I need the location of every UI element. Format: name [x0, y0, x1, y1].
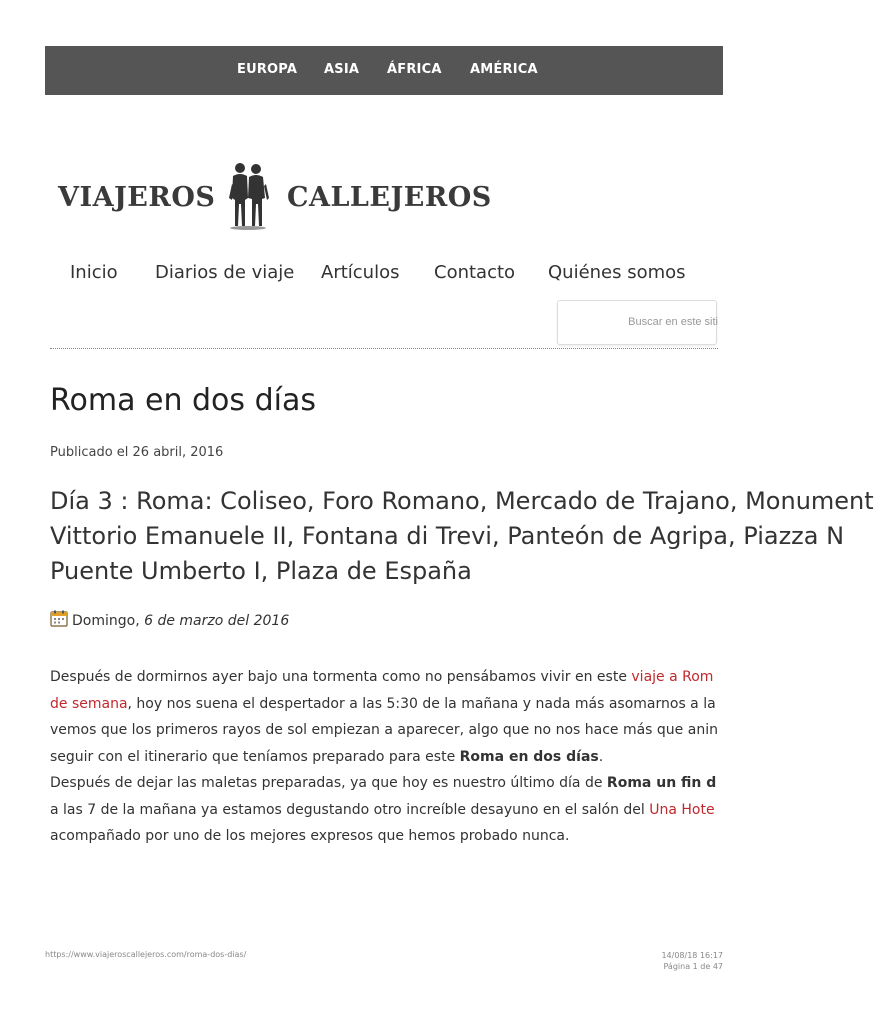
- published-date: Publicado el 26 abril, 2016: [50, 445, 224, 460]
- top-navigation-bar: [45, 46, 723, 95]
- link-fin-de-semana[interactable]: de semana: [50, 695, 128, 712]
- post-title: Roma en dos días: [50, 383, 316, 418]
- text: .: [598, 748, 604, 765]
- paragraph: [50, 664, 810, 770]
- post-subtitle: [50, 484, 874, 589]
- search-input[interactable]: [566, 315, 720, 329]
- subtitle-line: Puente Umberto I, Plaza de España: [50, 557, 472, 585]
- text: acompañado por uno de los mejores expresos que hemos probado nunca.: [50, 828, 570, 844]
- paragraph: [50, 770, 810, 850]
- post-body: [50, 664, 810, 850]
- text: vemos que los primeros rayos de sol empiezan a aparecer, algo que no nos hace más que anin: [50, 722, 718, 738]
- text: Después de dormirnos ayer bajo una tormenta como no pensábamos vivir en este: [50, 669, 632, 685]
- logo-text-right: CALLEJEROS: [287, 182, 492, 213]
- bold-text: Roma un fin d: [606, 775, 717, 791]
- subtitle-line: Día 3 : Roma: Coliseo, Foro Romano, Mercado de Trajano, Monument: [50, 487, 874, 515]
- nav-quienes-somos[interactable]: Quiénes somos: [548, 262, 686, 283]
- nav-inicio[interactable]: Inicio: [70, 262, 118, 283]
- text: a las 7 de la mañana ya estamos degustando otro increíble desayuno en el salón del: [50, 801, 650, 818]
- bold-text: Roma en dos días: [459, 748, 599, 765]
- text: , hoy nos suena el despertador a las 5:30 de la mañana y nada más asomarnos a la: [127, 695, 716, 712]
- topnav-asia[interactable]: ASIA: [324, 62, 360, 77]
- logo-text-left: VIAJEROS: [58, 182, 216, 213]
- print-footer-url: https://www.viajeroscallejeros.com/roma-dos-dias/: [45, 950, 247, 959]
- nav-contacto[interactable]: Contacto: [434, 262, 516, 283]
- topnav-europa[interactable]: EUROPA: [237, 62, 298, 77]
- calendar-icon: [50, 610, 68, 627]
- text: Después de dejar las maletas preparadas, ya que hoy es nuestro último día de: [50, 775, 607, 791]
- day-date: [50, 610, 289, 629]
- topnav-america[interactable]: AMÉRICA: [470, 62, 538, 77]
- subtitle-line: Vittorio Emanuele II, Fontana di Trevi, Panteón de Agripa, Piazza N: [50, 522, 845, 550]
- print-footer-info: [661, 950, 723, 972]
- link-viaje-a-roma[interactable]: viaje a Rom: [631, 669, 714, 685]
- link-hotel[interactable]: Una Hote: [649, 801, 715, 818]
- date-label: 6 de marzo del 2016: [144, 613, 290, 629]
- site-logo[interactable]: [58, 160, 492, 232]
- topnav-africa[interactable]: ÁFRICA: [387, 62, 442, 77]
- search-box: [557, 300, 717, 345]
- print-datetime: 14/08/18 16:17: [661, 951, 723, 960]
- text: seguir con el itinerario que teníamos preparado para este: [50, 748, 460, 765]
- header-divider: [50, 348, 718, 349]
- couple-silhouette-logo: [226, 160, 270, 232]
- print-page-number: Página 1 de 47: [663, 962, 723, 971]
- nav-diarios-de-viaje[interactable]: Diarios de viaje: [155, 262, 295, 283]
- nav-articulos[interactable]: Artículos: [321, 262, 400, 283]
- day-label: Domingo,: [72, 613, 140, 629]
